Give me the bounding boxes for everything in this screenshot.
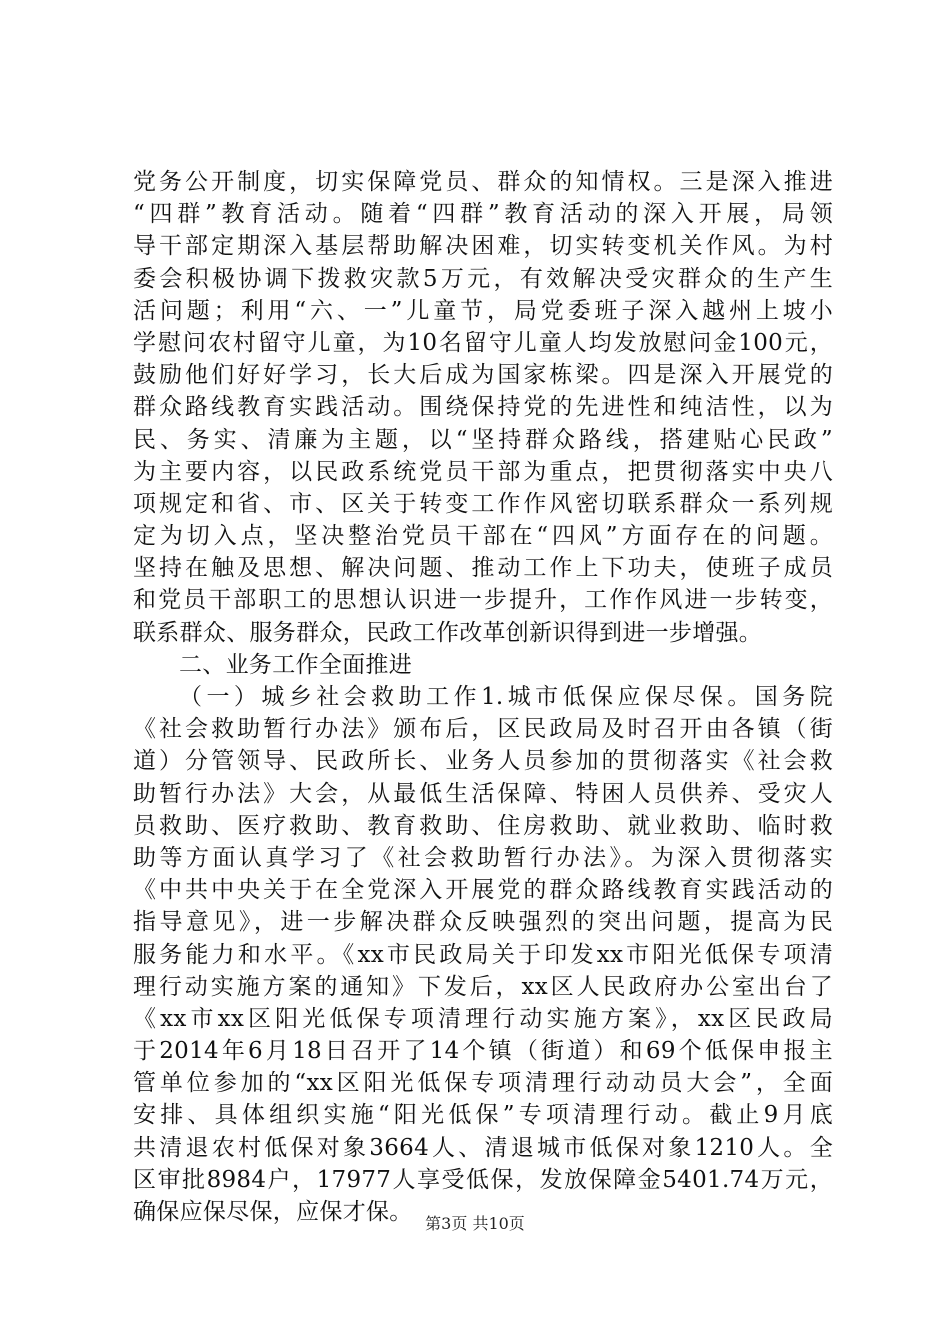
text-line: 管单位参加的“xx区阳光低保专项清理行动动员大会”，全面: [133, 1070, 833, 1097]
text-line: 活问题；利用“六、一”儿童节，局党委班子深入越州上坡小: [133, 297, 833, 324]
text-line: 共清退农村低保对象3664人、清退城市低保对象1210人。全: [133, 1134, 833, 1161]
text-line: 定为切入点，坚决整治党员干部在“四风”方面存在的问题。: [133, 523, 833, 550]
body-text: [133, 166, 833, 1228]
text-line: 群众路线教育实践活动。围绕保持党的先进性和纯洁性，以为: [133, 394, 833, 421]
text-line: 助暂行办法》大会，从最低生活保障、特困人员供养、受灾人: [133, 780, 833, 807]
text-line: 党务公开制度，切实保障党员、群众的知情权。三是深入推进: [133, 169, 833, 195]
text-line: 服务能力和水平。《xx市民政局关于印发xx市阳光低保专项清: [133, 941, 833, 968]
text-line: 理行动实施方案的通知》下发后，xx区人民政府办公室出台了: [133, 973, 833, 1000]
text-line: 确保应保尽保，应保才保。: [133, 1199, 413, 1225]
text-line: 道）分管领导、民政所长、业务人员参加的贯彻落实《社会救: [133, 748, 833, 775]
text-line: 安排、具体组织实施“阳光低保”专项清理行动。截止9月底: [133, 1102, 833, 1129]
subsection-heading: （一）城乡社会救助工作1.城市低保应保尽保。国务院: [179, 684, 833, 710]
text-line: 委会积极协调下拨救灾款5万元，有效解决受灾群众的生产生: [133, 265, 833, 292]
text-line: 联系群众、服务群众，民政工作改革创新识得到进一步增强。: [133, 619, 763, 646]
text-line: 学慰问农村留守儿童，为10名留守儿童人均发放慰问金100元，: [133, 329, 833, 356]
text-line: 《xx市xx区阳光低保专项清理行动实施方案》，xx区民政局: [133, 1005, 833, 1032]
text-line: 助等方面认真学习了《社会救助暂行办法》。为深入贯彻落实: [133, 844, 833, 871]
text-line: 于2014年6月18日召开了14个镇（街道）和69个低保申报主: [133, 1038, 833, 1065]
text-line: 项规定和省、市、区关于转变工作作风密切联系群众一系列规: [133, 490, 833, 517]
text-line: 为主要内容，以民政系统党员干部为重点，把贯彻落实中央八: [133, 458, 833, 485]
text-line: 员救助、医疗救助、教育救助、住房救助、就业救助、临时救: [133, 812, 833, 839]
page-number-footer: 第3页 共10页: [425, 1214, 525, 1233]
text-line: 指导意见》，进一步解决群众反映强烈的突出问题，提高为民: [133, 909, 833, 936]
text-line: 坚持在触及思想、解决问题、推动工作上下功夫，使班子成员: [133, 555, 833, 582]
text-line: 《中共中央关于在全党深入开展党的群众路线教育实践活动的: [133, 877, 833, 904]
text-line: 鼓励他们好好学习，长大后成为国家栋梁。四是深入开展党的: [133, 362, 833, 389]
text-line: 民、务实、清廉为主题，以“坚持群众路线，搭建贴心民政”: [133, 426, 833, 453]
text-line: 和党员干部职工的思想认识进一步提升，工作作风进一步转变，: [133, 587, 833, 614]
text-line: 《社会救助暂行办法》颁布后，区民政局及时召开由各镇（街: [133, 716, 833, 743]
text-line: 导干部定期深入基层帮助解决困难，切实转变机关作风。为村: [133, 233, 833, 260]
text-line: 区审批8984户，17977人享受低保，发放保障金5401.74万元，: [133, 1166, 833, 1193]
text-line: “四群”教育活动。随着“四群”教育活动的深入开展，局领: [133, 201, 833, 228]
section-heading: 二、业务工作全面推进: [179, 651, 412, 678]
